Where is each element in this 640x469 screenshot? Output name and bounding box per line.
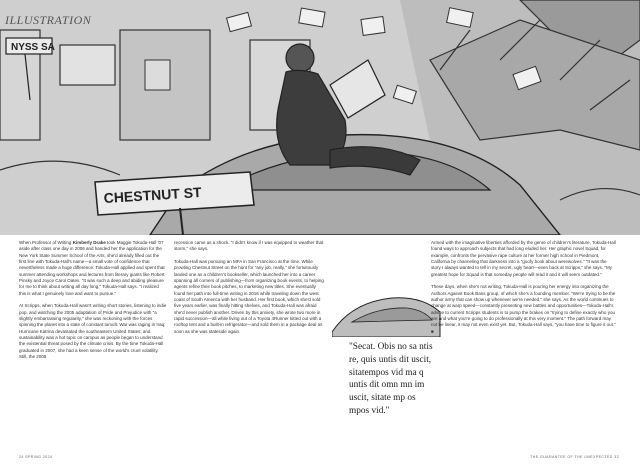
pull-quote: "Secat. Obis no sa ntis re, quis untis dit uscit, sitatempos vid ma q untis dit omn mn im uscit, sitate mp os mpos vid." <box>349 342 433 416</box>
paragraph: Armed with the imaginative liberties afforded by the genre of children's literature, Tokuda-Hall found ways to approach subjects that had long eluded her. Her graphic novel Squad, for example, confronts the pervasive rape culture at her former high school in Piedmont, California by channeling that darkness into a "goofy book about werewolves." "It was the story I always wanted to tell in my secret, ugly heart—even back at Scripps," she says. "My greatest hope for Squad is that someday people will read it and it will seem outdated." <box>431 240 616 277</box>
paragraph: Tokuda-Hall was pursuing an MFA in San Francisco at the time. While prowling Chestnut Street on the hunt for "any job, really," she fortuitously landed one as a children's bookseller, which launched her into a career spanning all corners of publishing—from organizing book events, to helping agents refine their book pitches, to marketing new titles. She eventually found her path into full-time writing in 2016 while traveling down the west coast of South America with her husband. Her first book, which she'd sold five years earlier, was finally hitting shelves, and Tokuda-Hall was afraid she'd never publish another. Driven by this anxiety, she wrote two more in rapid succession—all while living out of a Toyota 4Runner kitted out with a rooftop tent and a built-in refrigerator—and sold them in a package deal as soon as she was stateside again. <box>174 258 324 334</box>
sign-nyss-text: NYSS SA <box>11 42 55 53</box>
paragraph <box>19 240 167 297</box>
text-run: These days, when she's not writing, Tokuda-Hall is pouring her energy into organizing the Authors Against Book Bans group, of which she's a founding member. "We're trying to be the author army that can show up whenever we're needed," she says. As the world continues to change at warp speed—constantly presenting new battles and opportunities—Tokuda-Hall's advice to current Scripps students is to pump the brakes on "trying to define exactly who you are and what you're going to do professionally at this very moment." The path forward may not be linear, it may not even exist yet. But, Tokuda-Hall says, "you have time to figure it out." <box>431 284 616 328</box>
article-column-3 <box>431 240 617 341</box>
author-name: Kimberly Drake <box>72 240 106 245</box>
paragraph <box>431 284 617 335</box>
paragraph: recession came as a shock. "I didn't know if I was equipped to weather that storm," she says. <box>174 240 324 252</box>
end-mark: ■ <box>431 328 434 334</box>
margin-car-sketch <box>332 282 442 337</box>
text-run: When Professor of Writing <box>19 240 73 245</box>
footer-left: 24 SPRING 2024 <box>19 455 53 459</box>
section-label: ILLUSTRATION <box>5 13 92 27</box>
article-column-2 <box>174 240 324 341</box>
text-run: took Maggie Tokuda-Hall '07 aside after class one day in 2006 and handed her the application for the New York State Summer School of the Arts, she'd already filled out the first line with Tokuda-Hall's name—a small vote of confidence that nevertheless made a huge difference. Tokuda-Hall applied and spent that summer attending workshops and lectures from literary giants like Robert Pinsky and Joyce Carol Oates. "It was such a deep and abiding pleasure for me to think about writing all day long," Tokuda-Hall says. "I realized this is what I genuinely love and want to pursue." <box>19 240 165 296</box>
paragraph: At Scripps, when Tokuda-Hall wasn't writing short stories, listening to indie pop, and watching the 2005 adaptation of Pride and Prejudice with "a slightly embarrassing regularity," she was reckoning with the forces spinning the planet into a state of constant tumult. War was raging in Iraq; Hurricane Katrina devastated the southeastern United States; and sustainability was a hot topic on campus as people began to understand the existential threat posed by the climate crisis. By the time Tokuda-Hall graduated in 2007, she had a keen sense of the world's cruel volatility. Still, the 2008 <box>19 303 167 360</box>
street-sign-text: CHESTNUT ST <box>103 184 203 206</box>
footer-right: THE GUARANTEE OF THE UNEXPECTED 33 <box>530 455 619 459</box>
article-column-1 <box>19 240 167 367</box>
